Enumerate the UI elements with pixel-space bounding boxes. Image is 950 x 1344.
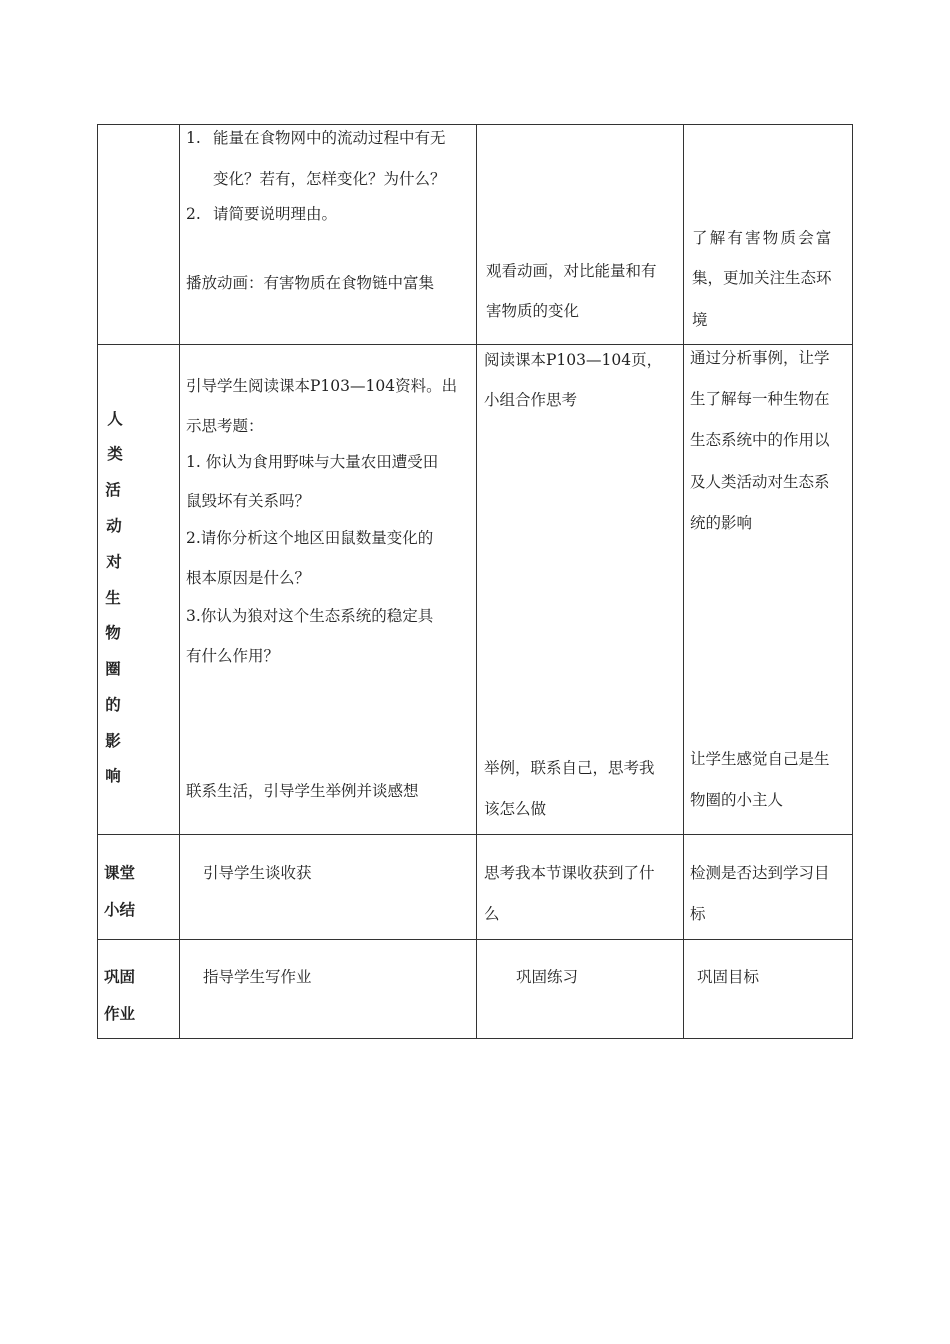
purpose-line-5: 统的影响 (690, 514, 753, 532)
section-title-char: 类 (107, 445, 123, 463)
row-divider-3 (97, 939, 853, 940)
section-title-line-2: 小结 (104, 901, 136, 919)
section-title-char: 响 (105, 767, 121, 785)
animation-activity: 播放动画：有害物质在食物链中富集 (186, 274, 435, 292)
student-activity: 巩固练习 (516, 968, 579, 986)
purpose-line-2: 标 (690, 905, 706, 923)
teacher-activity: 引导学生谈收获 (203, 864, 312, 882)
table-border-bottom (97, 1038, 853, 1039)
section-title-char: 活 (105, 481, 121, 499)
section-title-line-2: 作业 (104, 1005, 136, 1023)
section-title-line-1: 课堂 (104, 864, 136, 882)
section-title-char: 的 (105, 696, 121, 714)
teacher-activity-line-9: 联系生活，引导学生举例并谈感想 (186, 782, 419, 800)
row-divider-2 (97, 834, 853, 835)
purpose-line-3: 境 (692, 311, 708, 329)
question-2-number: 2. (186, 205, 201, 223)
student-activity-line-2: 么 (484, 905, 500, 923)
student-activity-line-4: 该怎么做 (484, 800, 547, 818)
teacher-activity-line-7: 3.你认为狼对这个生态系统的稳定具 (186, 607, 434, 625)
section-title-char: 对 (106, 553, 122, 571)
student-activity-line-2: 小组合作思考 (484, 391, 578, 409)
student-activity-line-3: 举例，联系自己，思考我 (484, 759, 655, 777)
purpose-line-1: 检测是否达到学习目 (690, 864, 830, 882)
table-border-right (852, 124, 853, 1039)
student-activity-line-1: 阅读课本P103—104页， (484, 351, 663, 369)
section-title-char: 动 (106, 517, 122, 535)
purpose-line-6: 让学生感觉自己是生 (690, 750, 830, 768)
table-border-left (97, 124, 98, 1039)
purpose-line-2: 集，更加关注生态环 (692, 269, 832, 287)
question-1-number: 1. (186, 129, 201, 147)
teacher-activity-line-1: 引导学生阅读课本P103—104资料。出 (186, 377, 458, 395)
purpose: 巩固目标 (697, 968, 760, 986)
student-activity-line-1: 思考我本节课收获到了什 (484, 864, 655, 882)
question-2-text: 请简要说明理由。 (213, 205, 338, 223)
column-divider-3 (683, 124, 684, 1039)
section-title-char: 生 (105, 589, 121, 607)
row-divider-1 (97, 344, 853, 345)
purpose-line-7: 物圈的小主人 (690, 791, 784, 809)
table-border-top (97, 124, 853, 125)
purpose-line-1: 通过分析事例，让学 (690, 349, 830, 367)
teacher-activity-line-4: 鼠毁坏有关系吗？ (186, 492, 311, 510)
purpose-line-2: 生了解每一种生物在 (690, 390, 830, 408)
column-divider-1 (179, 124, 180, 1039)
teacher-activity-line-3: 1. 你认为食用野味与大量农田遭受田 (186, 453, 439, 471)
teacher-activity-line-2: 示思考题： (186, 417, 264, 435)
section-title-line-1: 巩固 (104, 968, 136, 986)
student-activity-line-1: 观看动画，对比能量和有 (486, 262, 657, 280)
column-divider-2 (476, 124, 477, 1039)
teacher-activity: 指导学生写作业 (203, 968, 312, 986)
section-title-char: 物 (105, 624, 121, 642)
teacher-activity-line-6: 根本原因是什么？ (186, 569, 311, 587)
purpose-line-4: 及人类活动对生态系 (690, 473, 830, 491)
purpose-line-1: 了解有害物质会富 (692, 229, 834, 247)
teacher-activity-line-5: 2.请你分析这个地区田鼠数量变化的 (186, 529, 434, 547)
question-1-line-1: 能量在食物网中的流动过程中有无 (213, 129, 446, 147)
section-title-char: 人 (107, 410, 123, 428)
student-activity-line-2: 害物质的变化 (486, 302, 580, 320)
section-title-char: 影 (105, 732, 121, 750)
teacher-activity-line-8: 有什么作用？ (186, 647, 280, 665)
question-1-line-2: 变化？若有，怎样变化？为什么？ (213, 170, 446, 188)
purpose-line-3: 生态系统中的作用以 (690, 431, 830, 449)
section-title-char: 圈 (105, 660, 121, 678)
